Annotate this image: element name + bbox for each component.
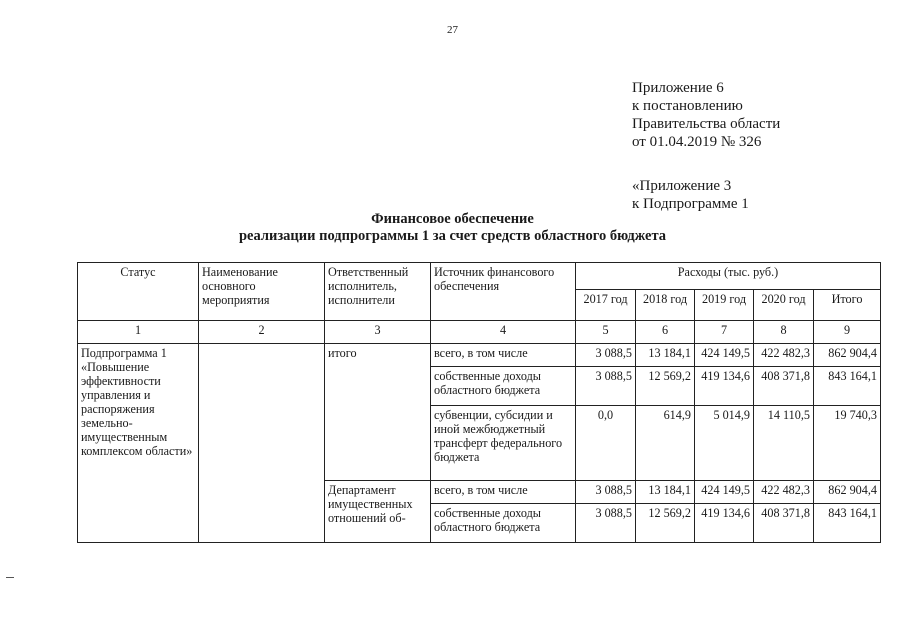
header-status: Статус: [78, 263, 199, 321]
appendix-line: к Подпрограмме 1: [632, 196, 749, 212]
col-number: 3: [325, 321, 431, 344]
appendix-line: от 01.04.2019 № 326: [632, 134, 762, 150]
budget-table: [77, 262, 881, 543]
value-cell: 19 740,3: [814, 406, 881, 481]
value-cell: 422 482,3: [754, 481, 814, 504]
value-cell: 0,0: [576, 406, 636, 481]
value-cell: 424 149,5: [695, 344, 754, 367]
margin-mark: [6, 577, 14, 578]
value-cell: 843 164,1: [814, 367, 881, 406]
executor-cell: Департамент имущественных отношений об-: [325, 481, 431, 543]
header-executor: Ответственный исполнитель, исполнители: [325, 263, 431, 321]
value-cell: 12 569,2: [636, 367, 695, 406]
header-year: 2017 год: [576, 290, 636, 321]
value-cell: 3 088,5: [576, 481, 636, 504]
col-number: 9: [814, 321, 881, 344]
col-number: 4: [431, 321, 576, 344]
value-cell: 13 184,1: [636, 481, 695, 504]
header-activity: Наименование основного мероприятия: [199, 263, 325, 321]
source-cell: собственные доходы областного бюджета: [431, 504, 576, 543]
header-total: Итого: [814, 290, 881, 321]
header-year: 2018 год: [636, 290, 695, 321]
table-row: [78, 344, 881, 367]
appendix-line: «Приложение 3: [632, 178, 732, 194]
value-cell: 424 149,5: [695, 481, 754, 504]
title-line: реализации подпрограммы 1 за счет средств областного бюджета: [238, 228, 667, 244]
value-cell: 13 184,1: [636, 344, 695, 367]
page-number: 27: [447, 24, 458, 36]
value-cell: 862 904,4: [814, 481, 881, 504]
value-cell: 614,9: [636, 406, 695, 481]
appendix-line: Правительства области: [632, 116, 781, 132]
value-cell: 408 371,8: [754, 504, 814, 543]
value-cell: 419 134,6: [695, 367, 754, 406]
col-number: 7: [695, 321, 754, 344]
value-cell: 3 088,5: [576, 504, 636, 543]
source-cell: всего, в том числе: [431, 344, 576, 367]
header-source: Источник финансового обеспечения: [431, 263, 576, 321]
value-cell: 5 014,9: [695, 406, 754, 481]
value-cell: 3 088,5: [576, 367, 636, 406]
value-cell: 843 164,1: [814, 504, 881, 543]
appendix-line: к постановлению: [632, 98, 743, 114]
appendix-line: Приложение 6: [632, 80, 724, 96]
status-cell: Подпрограмма 1 «Повышение эффективности управления и распоряжения земельно-имущественным комплексом области»: [78, 344, 199, 543]
header-year: 2019 год: [695, 290, 754, 321]
title-line: Финансовое обеспечение: [371, 211, 534, 227]
header-expenses: Расходы (тыс. руб.): [576, 263, 881, 290]
appendix-block: [632, 79, 780, 213]
col-number: 5: [576, 321, 636, 344]
executor-cell: итого: [325, 344, 431, 481]
value-cell: 862 904,4: [814, 344, 881, 367]
value-cell: 14 110,5: [754, 406, 814, 481]
col-number: 6: [636, 321, 695, 344]
value-cell: 408 371,8: [754, 367, 814, 406]
value-cell: 419 134,6: [695, 504, 754, 543]
activity-cell: [199, 344, 325, 543]
value-cell: 12 569,2: [636, 504, 695, 543]
col-number: 8: [754, 321, 814, 344]
value-cell: 422 482,3: [754, 344, 814, 367]
col-number: 2: [199, 321, 325, 344]
source-cell: собственные доходы областного бюджета: [431, 367, 576, 406]
document-title: [0, 211, 905, 245]
header-year: 2020 год: [754, 290, 814, 321]
col-number: 1: [78, 321, 199, 344]
source-cell: всего, в том числе: [431, 481, 576, 504]
source-cell: субвенции, субсидии и иной межбюджетный трансферт федерального бюджета: [431, 406, 576, 481]
value-cell: 3 088,5: [576, 344, 636, 367]
